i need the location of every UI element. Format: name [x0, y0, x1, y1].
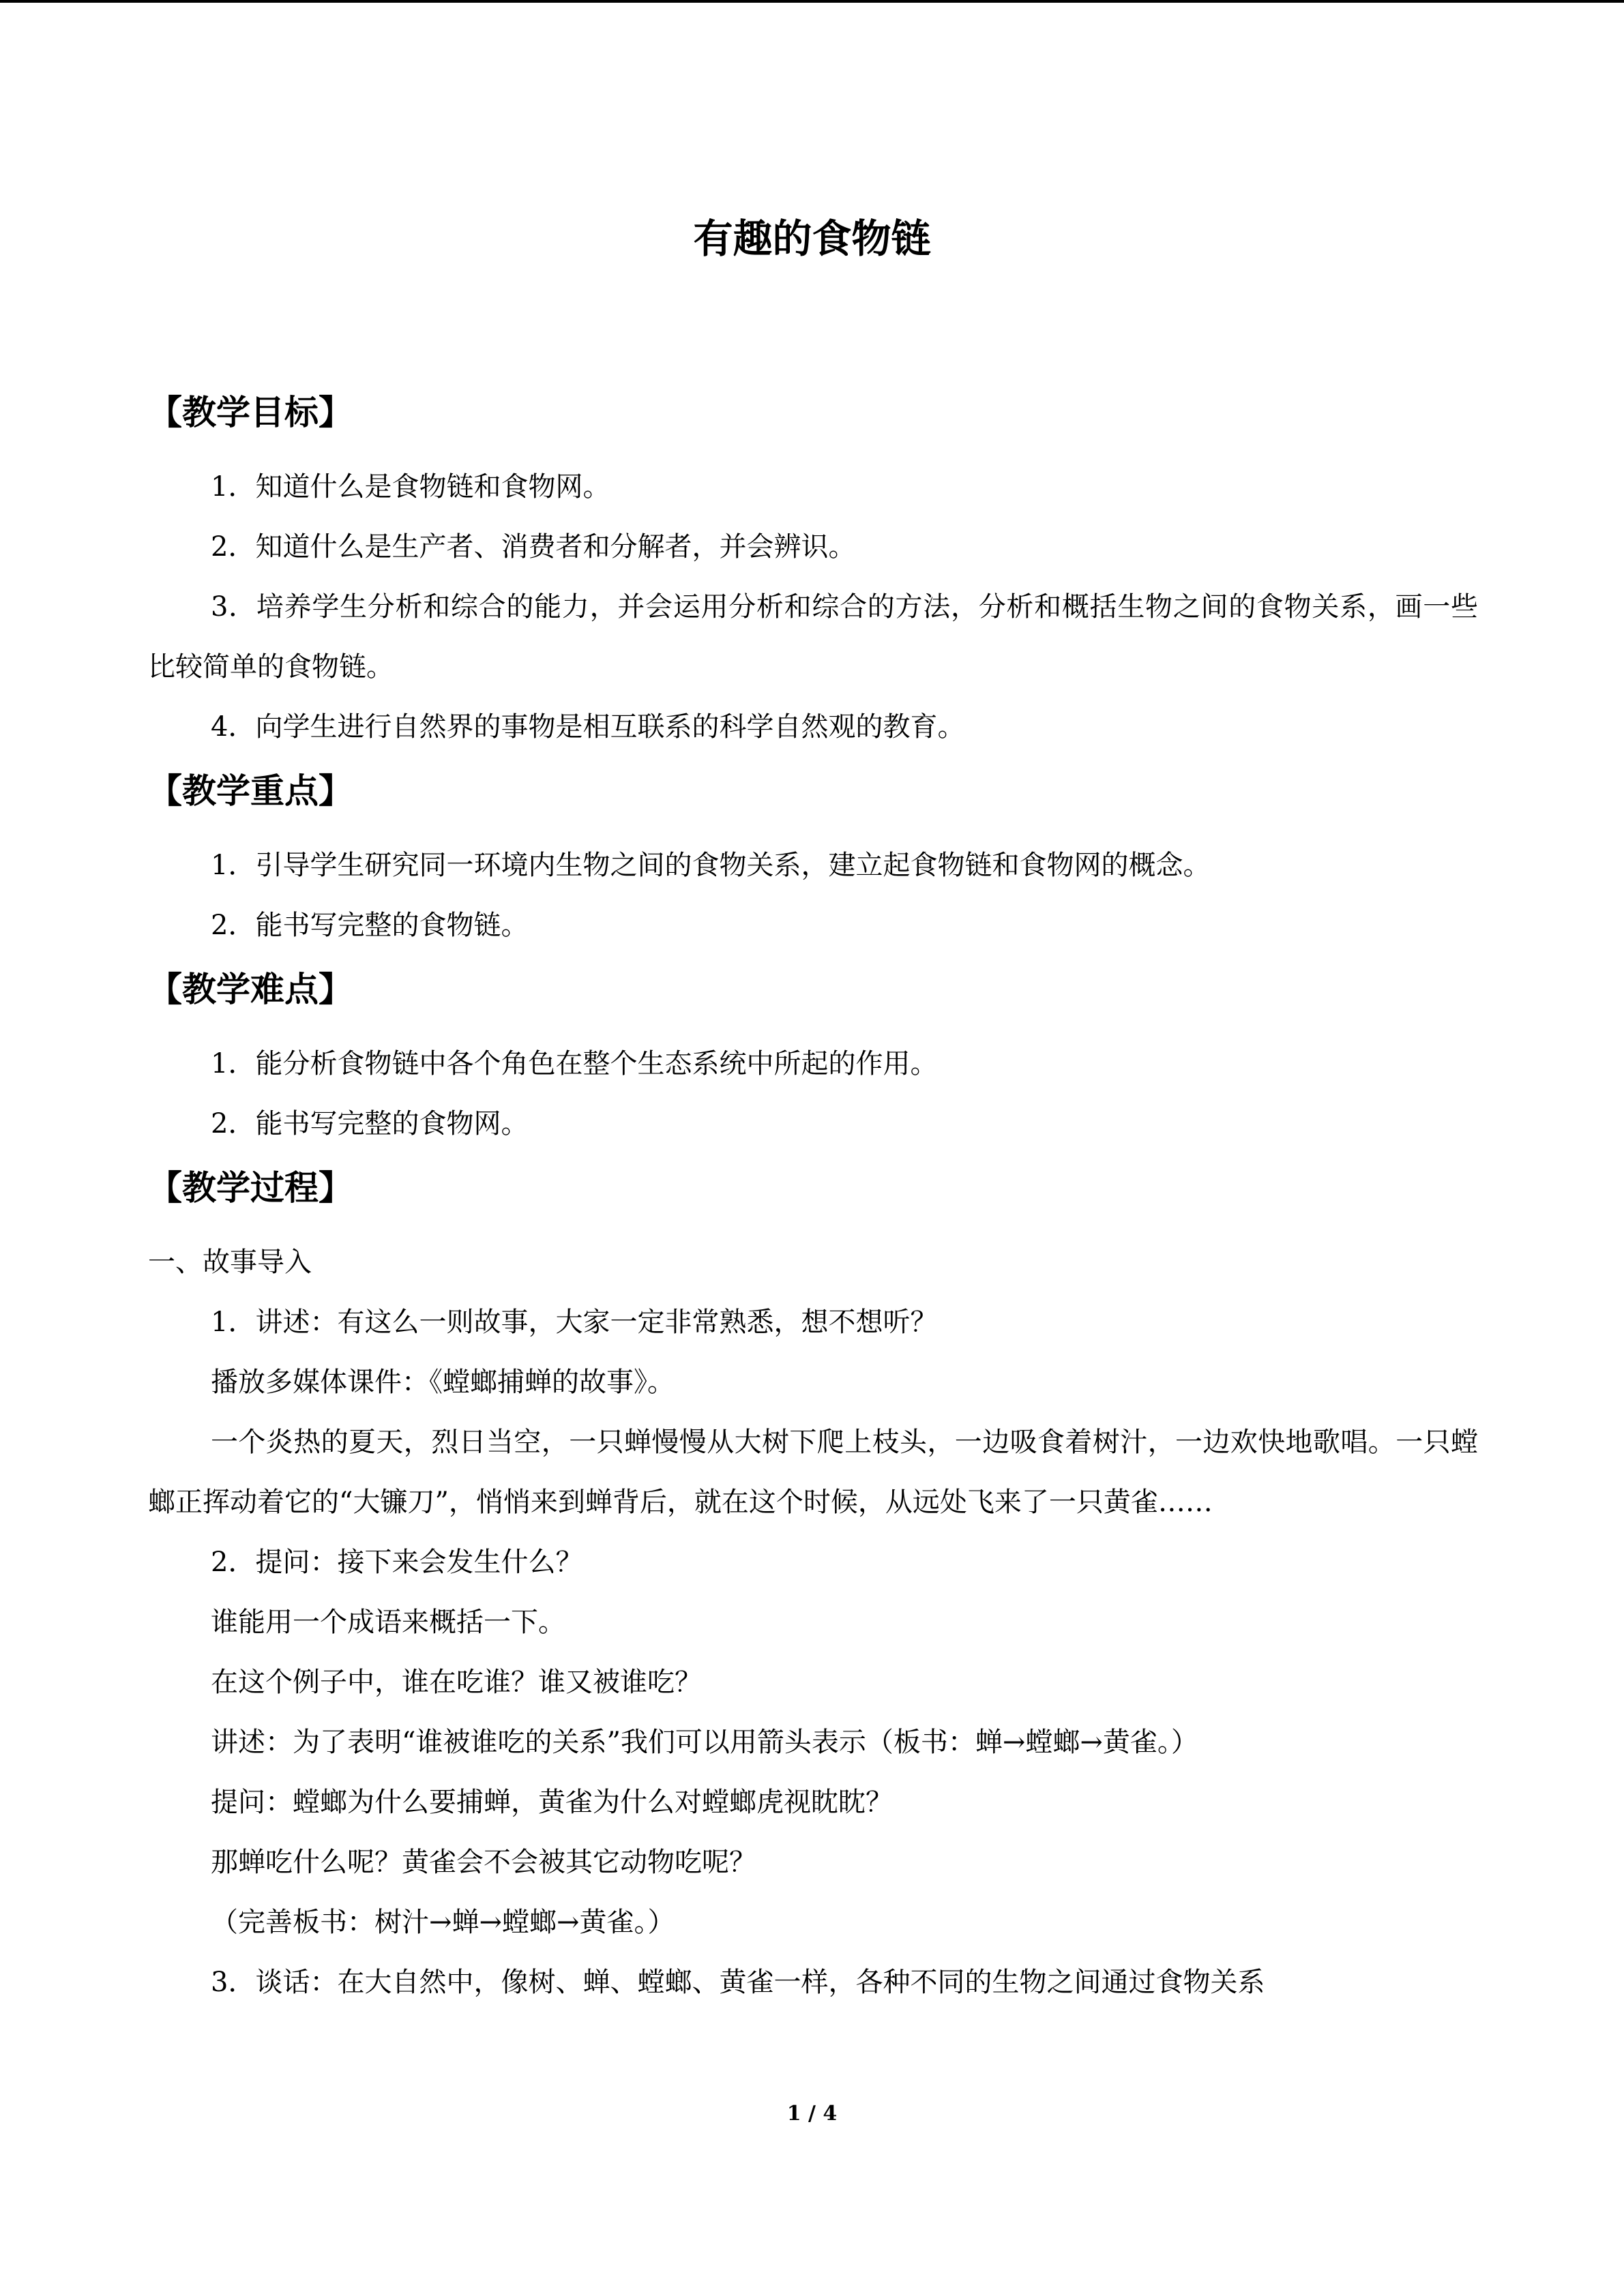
process-item-11: 3．谈话：在大自然中，像树、蝉、螳螂、黄雀一样，各种不同的生物之间通过食物关系 — [211, 1967, 1265, 1998]
key-point-item-2: 2．能书写完整的食物链。 — [211, 910, 529, 941]
process-item-4: 2．提问：接下来会发生什么？ — [211, 1547, 583, 1578]
process-item-2: 播放多媒体课件：《螳螂捕蝉的故事》。 — [211, 1367, 675, 1398]
page-top-border — [0, 0, 1624, 3]
process-item-10: （完善板书：树汁→蝉→螳螂→黄雀。） — [211, 1907, 675, 1938]
objective-item-2: 2．知道什么是生产者、消费者和分解者，并会辨识。 — [211, 531, 856, 563]
process-item-8: 提问：螳螂为什么要捕蝉，黄雀为什么对螳螂虎视眈眈？ — [211, 1787, 893, 1818]
page-number: 1 / 4 — [786, 2102, 838, 2126]
process-subheading: 一、故事导入 — [148, 1247, 312, 1278]
objective-item-3: 3．培养学生分析和综合的能力，并会运用分析和综合的方法，分析和概括生物之间的食物关系，画一些比较简单的食物链。 — [148, 591, 1478, 683]
objective-item-1: 1．知道什么是食物链和食物网。 — [211, 471, 610, 503]
process-item-6: 在这个例子中，谁在吃谁？谁又被谁吃？ — [211, 1667, 702, 1698]
objective-item-4: 4．向学生进行自然界的事物是相互联系的科学自然观的教育。 — [211, 711, 965, 743]
process-item-9: 那蝉吃什么呢？黄雀会不会被其它动物吃呢？ — [211, 1847, 756, 1878]
difficulty-item-1: 1．能分析食物链中各个角色在整个生态系统中所起的作用。 — [211, 1048, 938, 1079]
document-title: 有趣的食物链 — [693, 215, 931, 262]
process-item-5: 谁能用一个成语来概括一下。 — [211, 1607, 565, 1638]
process-item-7: 讲述：为了表明“谁被谁吃的关系”我们可以用箭头表示（板书：蝉→螳螂→黄雀。） — [211, 1727, 1198, 1758]
difficulty-item-2: 2．能书写完整的食物网。 — [211, 1108, 529, 1139]
process-item-1: 1．讲述：有这么一则故事，大家一定非常熟悉，想不想听？ — [211, 1307, 938, 1338]
document-body — [148, 378, 1478, 2012]
key-point-item-1: 1．引导学生研究同一环境内生物之间的食物关系，建立起食物链和食物网的概念。 — [211, 850, 1211, 881]
section-heading-process: 【教学过程】 — [148, 1168, 353, 1208]
process-item-3: 一个炎热的夏天，烈日当空，一只蝉慢慢从大树下爬上枝头，一边吸食着树汁，一边欢快地歌唱。一只螳螂正挥动着它的“大镰刀”，悄悄来到蝉背后，就在这个时候，从远处飞来了一只黄雀…… — [148, 1427, 1478, 1518]
section-heading-objectives: 【教学目标】 — [148, 393, 353, 432]
section-heading-difficulties: 【教学难点】 — [148, 970, 353, 1009]
section-heading-key-points: 【教学重点】 — [148, 771, 353, 811]
